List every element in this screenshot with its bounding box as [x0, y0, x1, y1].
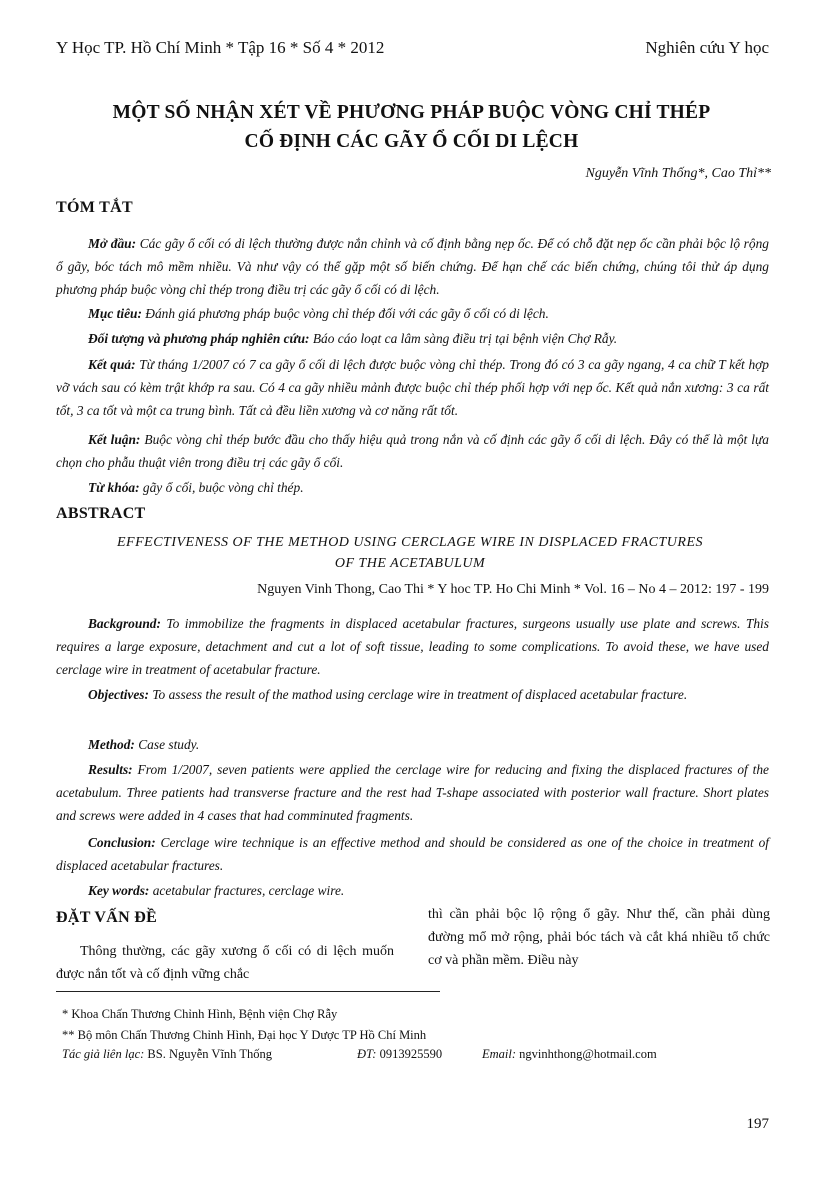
summary-method — [56, 327, 769, 350]
article-title — [0, 98, 823, 156]
email-address[interactable]: ngvinhthong@hotmail.com — [519, 1047, 657, 1061]
summary-results-text: Từ tháng 1/2007 có 7 ca gãy ổ cối di lệch được buộc vòng chỉ thép. Trong đó có 3 ca gãy ngang, 4 ca chữ T kết hợp vỡ vách sau có kèm trật khớp ra sau. Có 4 ca gãy nhiều mảnh được buộc chỉ thép phối hợp với nẹp ốc. Kết quả nắn xương: 3 ca rất tốt, 3 ca tốt và một ca trung bình. Tất cả đều liền xương và cơ năng rất tốt. — [56, 357, 769, 418]
phone-number: 0913925590 — [379, 1047, 443, 1061]
summary-method-text: Báo cáo loạt ca lâm sàng điều trị tại bệnh viện Chợ Rẫy. — [312, 331, 618, 346]
abstract-conclusion-label: Conclusion: — [88, 835, 156, 850]
abstract-background-text: To immobilize the fragments in displaced acetabular fractures, surgeons usually use plate and screws. This requires a large exposure, detachment and cut a lot of soft tissue, leading to some complications. To avoid these, we have used cerclage wire in treatment of acetabular fracture. — [56, 616, 769, 677]
contact-label: Tác giả liên lạc: — [62, 1047, 145, 1061]
abstract-keywords-label: Key words: — [88, 883, 150, 898]
abstract-citation: Nguyen Vinh Thong, Cao Thi * Y hoc TP. Ho Chi Minh * Vol. 16 – No 4 – 2012: 197 - 199 — [257, 582, 769, 597]
contact-email — [482, 1047, 657, 1062]
abstract-results-text: From 1/2007, seven patients were applied the cerclage wire for reducing and fixing the displaced fractures of the acetabulum. Three patients had transverse fracture and the rest had T-shape associated with posterior wall fracture. Short plates and screws were added in 4 cases that had comminuted fragments. — [56, 762, 769, 823]
abstract-conclusion — [56, 831, 769, 877]
abstract-keywords-text: acetabular fractures, cerclage wire. — [152, 883, 345, 898]
running-header — [56, 38, 769, 60]
summary-keywords-label: Từ khóa: — [88, 480, 140, 495]
abstract-title — [70, 532, 750, 574]
authors: Nguyễn Vĩnh Thống*, Cao Thỉ** — [585, 166, 771, 181]
abstract-keywords — [56, 879, 769, 902]
summary-conclusion-label: Kết luận: — [88, 432, 141, 447]
footnote-contact — [62, 1047, 762, 1062]
section-label: Nghiên cứu Y học — [645, 38, 769, 57]
summary-background-label: Mở đầu: — [88, 236, 137, 251]
summary-background-text: Các gãy ổ cối có di lệch thường được nắn chỉnh và cố định bằng nẹp ốc. Để có chỗ đặt nẹp ốc cần phải bộc lộ rộng ổ gãy, bóc tách mô mềm nhiều. Và như vậy có thể gặp một số biến chứng. Để hạn chế các biến chứng, chúng tôi thử áp dụng phương pháp buộc vòng chỉ thép trong điều trị các gãy ổ cối có di lệch. — [56, 236, 769, 297]
phone-label: ĐT: — [357, 1047, 377, 1061]
summary-keywords-text: gãy ổ cối, buộc vòng chỉ thép. — [142, 480, 304, 495]
summary-background — [56, 232, 769, 301]
abstract-results — [56, 758, 769, 827]
abstract-heading: ABSTRACT — [56, 505, 146, 522]
abstract-conclusion-text: Cerclage wire technique is an effective method and should be considered as one of the choice in treatment of displaced acetabular fractures. — [56, 835, 769, 873]
intro-left-column: Thông thường, các gãy xương ổ cối có di lệch muốn được nắn tốt và cố định vững chắc — [56, 944, 394, 982]
page-number: 197 — [746, 1116, 769, 1132]
journal-citation-header: Y Học TP. Hồ Chí Minh * Tập 16 * Số 4 * 2012 — [56, 38, 385, 57]
summary-results-label: Kết quả: — [88, 357, 136, 372]
abstract-objectives-label: Objectives: — [88, 687, 149, 702]
abstract-objectives-text: To assess the result of the mathod using cerclage wire in treatment of displaced acetabular fracture. — [152, 687, 688, 702]
title-line-2: CỐ ĐỊNH CÁC GÃY Ổ CỐI DI LỆCH — [244, 131, 579, 152]
summary-objective-text: Đánh giá phương pháp buộc vòng chỉ thép đối với các gãy ổ cối có di lệch. — [145, 306, 549, 321]
summary-results — [56, 353, 769, 422]
intro-right-column: thì cần phải bộc lộ rộng ổ gãy. Như thế, cần phải dùng đường mổ mở rộng, phải bóc tách và cắt khá nhiều tổ chức cơ và phần mềm. Điều này — [428, 907, 770, 968]
abstract-objectives — [56, 683, 769, 706]
abstract-title-line-1: EFFECTIVENESS OF THE METHOD USING CERCLAGE WIRE IN DISPLACED FRACTURES — [116, 535, 703, 550]
footnote-divider — [56, 991, 440, 992]
abstract-method-label: Method: — [88, 737, 135, 752]
abstract-background-label: Background: — [88, 616, 161, 631]
abstract-title-line-2: OF THE ACETABULUM — [334, 556, 486, 571]
abstract-results-label: Results: — [88, 762, 133, 777]
summary-heading: TÓM TẮT — [56, 199, 133, 216]
contact-name: BS. Nguyễn Vĩnh Thống — [147, 1047, 272, 1061]
summary-conclusion — [56, 428, 769, 474]
abstract-method — [56, 733, 769, 756]
summary-conclusion-text: Buộc vòng chỉ thép bước đầu cho thấy hiệu quả trong nắn và cố định các gãy ổ cối di lệch. Đây có thể là một lựa chọn cho phẫu thuật viên trong điều trị các gãy ổ cối. — [56, 432, 769, 470]
footnote-affiliation-1: * Khoa Chấn Thương Chỉnh Hình, Bệnh viện Chợ Rẫy — [62, 1007, 338, 1021]
title-line-1: MỘT SỐ NHẬN XÉT VỀ PHƯƠNG PHÁP BUỘC VÒNG CHỈ THÉP — [112, 102, 711, 123]
summary-method-label: Đối tượng và phương pháp nghiên cứu: — [88, 331, 310, 346]
summary-keywords — [56, 476, 769, 499]
abstract-method-text: Case study. — [138, 737, 200, 752]
contact-phone — [357, 1047, 442, 1062]
email-label: Email: — [482, 1047, 517, 1061]
summary-objective-label: Mục tiêu: — [88, 306, 142, 321]
abstract-background — [56, 612, 769, 681]
intro-heading: ĐẶT VẤN ĐỀ — [56, 909, 158, 926]
summary-objective — [56, 302, 769, 325]
footnote-affiliation-2: ** Bộ môn Chấn Thương Chỉnh Hình, Đại học Y Dược TP Hồ Chí Minh — [62, 1028, 427, 1042]
